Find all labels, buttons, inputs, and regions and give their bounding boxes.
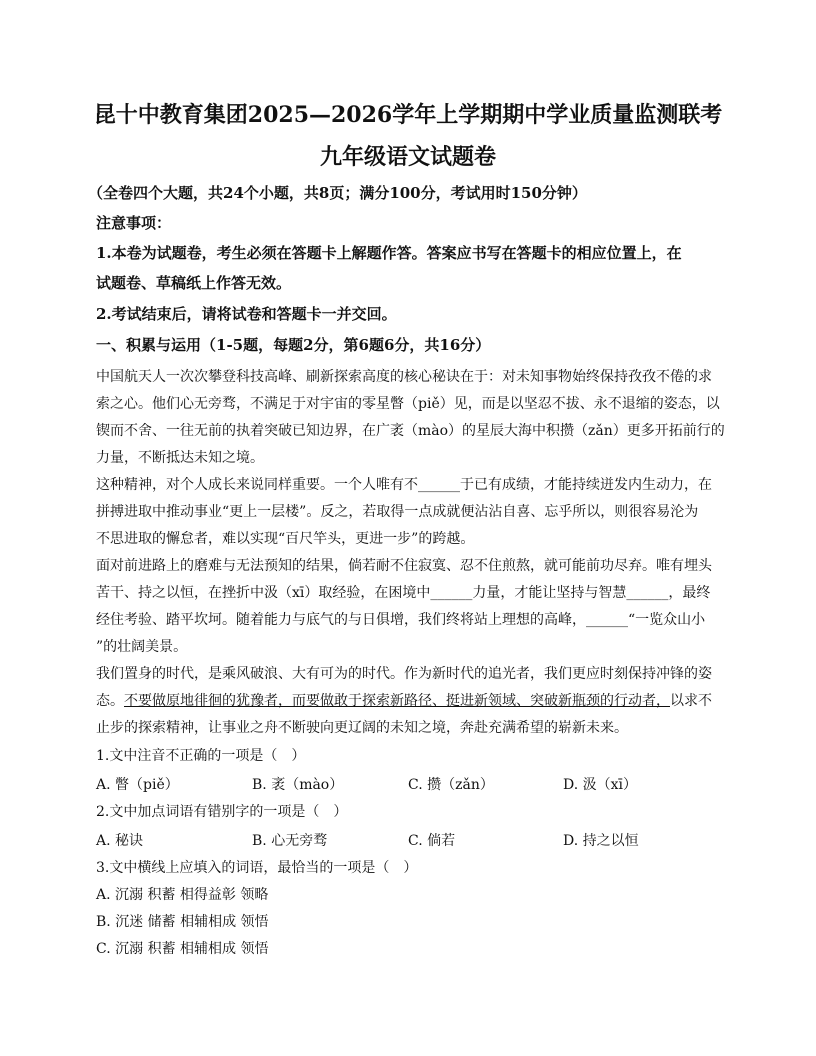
passage-line: 我们置身的时代，是乘风破浪、大有可为的时代。作为新时代的追光者，我们更应时刻保持冲锋的姿 (96, 666, 712, 682)
passage-line: 苦干、持之以恒，在挫折中汲（xī）取经验，在困境中______力量，才能让坚持与智慧______，最终 (96, 585, 711, 601)
section-heading: 一、积累与运用（1-5题，每题2分，第6题6分，共16分） (96, 336, 491, 354)
passage-line: 不思进取的懈怠者，难以实现“百尺竿头，更进一步”的跨越。 (96, 531, 475, 547)
passage-line: 锲而不舍、一往无前的执着突破已知边界，在广袤（mào）的星辰大海中积攒（zǎn）更多开拓前行的 (96, 423, 725, 439)
question-1-option-c: C. 攒（zǎn） (408, 777, 494, 793)
passage-line: 拼搏进取中推动事业“更上一层楼”。反之，若取得一点成就便沾沾自喜、忘乎所以，则很容易沦为 (96, 504, 699, 520)
question-1-option-a: A. 瞥（piě） (96, 777, 179, 793)
question-2-option-d: D. 持之以恒 (563, 833, 639, 849)
note-1-line-1: 1.本卷为试题卷，考生必须在答题卡上解题作答。答案应书写在答题卡的相应位置上，在 (96, 244, 682, 262)
passage-line: 索之心。他们心无旁骛，不满足于对宇宙的零星瞥（piě）见，而是以坚忍不拔、永不退缩的姿态，以 (96, 396, 720, 412)
question-1-option-b: B. 袤（mào） (252, 777, 344, 793)
question-3-stem: 3.文中横线上应填入的词语，最恰当的一项是（ ） (96, 860, 418, 876)
passage-line: 力量，不断抵达未知之境。 (96, 450, 264, 466)
question-1-stem: 1.文中注音不正确的一项是（ ） (96, 748, 306, 764)
passage-line: 这种精神，对个人成长来说同样重要。一个人唯有不______于已有成绩，才能持续迸发内生动力，在 (96, 477, 712, 493)
question-1-option-d: D. 汲（xī） (563, 777, 637, 793)
question-3-option-b: B. 沉迷 储蓄 相辅相成 领悟 (96, 914, 269, 930)
passage-line-underlined (96, 691, 726, 711)
question-2-option-b: B. 心无旁骛 (252, 833, 328, 849)
passage-line: 面对前进路上的磨难与无法预知的结果，倘若耐不住寂寞、忍不住煎熬，就可能前功尽弃。唯有埋头 (96, 558, 712, 574)
text-segment: 以求不 (670, 693, 712, 709)
question-3-option-a: A. 沉溺 积蓄 相得益彰 领略 (96, 887, 269, 903)
question-3-option-c: C. 沉溺 积蓄 相辅相成 领悟 (96, 941, 269, 957)
passage-line: 止步的探索精神，让事业之舟不断驶向更辽阔的未知之境，奔赴充满希望的崭新未来。 (96, 720, 628, 736)
exam-subtitle: 九年级语文试题卷 (319, 144, 496, 170)
exam-title: 昆十中教育集团2025—2026学年上学期期中学业质量监测联考 (93, 102, 723, 128)
underlined-sentence: 不要做原地徘徊的犹豫者，而要做敢于探索新路径、挺进新领域、突破新瓶颈的行动者， (124, 693, 670, 709)
note-2: 2.考试结束后，请将试卷和答题卡一并交回。 (96, 305, 397, 323)
passage-line: 中国航天人一次次攀登科技高峰、刷新探索高度的核心秘诀在于：对未知事物始终保持孜孜不倦的求 (96, 369, 712, 385)
passage-line: 经住考验、踏平坎坷。随着能力与底气的与日俱增，我们终将站上理想的高峰，______“一览众山小 (96, 612, 706, 628)
notes-heading: 注意事项： (96, 214, 172, 232)
question-2-stem: 2.文中加点词语有错别字的一项是（ ） (96, 804, 348, 820)
question-2-option-a: A. 秘诀 (96, 833, 144, 849)
text-segment: 态。 (96, 693, 124, 709)
passage-line: ”的壮阔美景。 (96, 639, 188, 655)
exam-info: （全卷四个大题，共24个小题，共8页；满分100分，考试用时150分钟） (88, 184, 587, 202)
question-2-option-c: C. 倘若 (408, 833, 456, 849)
note-1-line-2: 试题卷、草稿纸上作答无效。 (96, 274, 292, 292)
